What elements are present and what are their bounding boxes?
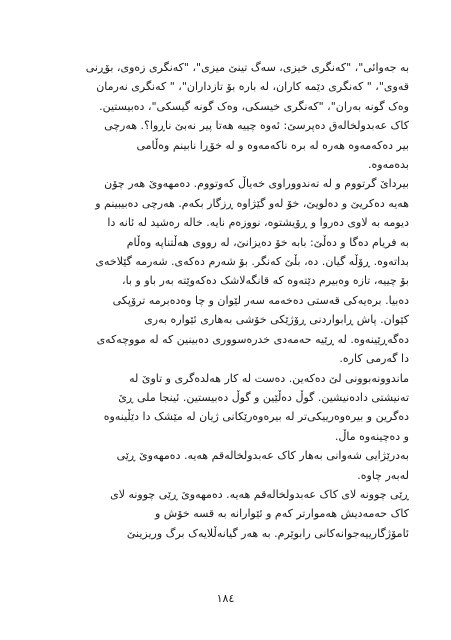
text-line: بیر دەکەمەوە هەرە لە برە ناکەمەوە و لە خۆڕا نابینم وەڵامی xyxy=(136,138,409,152)
text-line: بداتەوە. ڕۆڵە گیان. دە، بڵێ کەنگر. بۆ شەرم دەکەی. شەرمە گێلاخەی xyxy=(95,255,409,269)
text-line: لەبەر چاوە. xyxy=(357,468,409,482)
text-line: دەبیا. برەیەکی قەستی دەخەمە سەر لێوان و چا وەدەبرمە ترۆپکی xyxy=(112,293,409,307)
text-line: تەنیشتی دادەنیشین. گوڵ دەڵێین و گوڵ دەبیستین. ئینجا ملی ڕێ xyxy=(118,390,409,404)
paragraph xyxy=(42,58,409,174)
text-line: بە فریام دەگا و دەڵێ: بابە خۆ دەیزانێ، لە رووی هەڵتناپە وەڵام xyxy=(126,235,409,249)
text-line: دەگەڕێینەوە. لە ڕێیە حەمەدی خدرەسووری دەبینین کە لە مووچەکەی xyxy=(96,332,409,346)
text-line: بیرداێ گرتووم و لە تەندووراوی خەیاڵ کەوتووم. دەمهەوێ هەر چۆن xyxy=(104,177,409,191)
text-line: کێوان. پاش ڕابواردنی ڕۆژێکی خۆشی بەهاری ئێوارە بەری xyxy=(144,313,409,327)
text-line: دیومە بە لاوی دەروا و ڕۆیشتوە، نووزەم نایە. خالە رەشید لە ئانە دا xyxy=(107,216,409,230)
paragraph xyxy=(42,369,409,447)
text-line: وەک گونە بەران"، "کەنگری خیسکی، وەک گونە گیسکی"، دەبیستین. xyxy=(99,99,409,113)
text-line: دەگرین و بیرەوەرییکی‌تر لە بیرەوەرێکانی ژیان لە مێشک دا دێڵینەوە xyxy=(103,410,409,424)
text-line: بدەمەوە. xyxy=(368,158,409,172)
text-line: هەیە دەکریێ و دەلویێ، خۆ لەو گێژاوە ڕزگار بکەم. هەرچی دەبیبینم و xyxy=(95,196,409,210)
text-line: کاک عەبدولخالەق دەپرسێ: ئەوە چییە هەتا پیر نەبێ ناڕوا؟. هەرچی xyxy=(104,119,409,133)
page-number: ١٨٤ xyxy=(216,592,235,605)
paragraph xyxy=(42,446,409,485)
text-line: بۆ چییە، تازە وەبیرم دێتەوە کە قانگەلاشک دەکەوێتە بەر باو و با، xyxy=(122,274,409,288)
text-line: بە جەوائی"، "کەنگری خیزی، سەگ تینێ میزی"، "کەنگری زەوی، بۆڕنی xyxy=(85,61,409,74)
text-line: و دەچینەوە ماڵ. xyxy=(334,429,409,443)
text-line: ماندوونەبوونی لێ دەکەین. دەست لە کار هەلدەگری و تاوێ لە xyxy=(129,371,409,385)
paragraph xyxy=(42,485,409,543)
text-line: ئامۆژگارییەجوانەکانی رابوێرم. بە هەر گیانەڵلایەک برگ وریزینێ xyxy=(126,526,409,540)
text-line: دا گەرمی کارە. xyxy=(339,352,409,366)
text-line: بەدرێژایی شەوانی بەهار کاک عەبدولخالەقم هەیە. دەمهەوێ ڕێی xyxy=(116,449,409,463)
body-text xyxy=(42,58,409,543)
paragraph xyxy=(42,174,409,368)
text-line: قەوی"، " کەنگری دێمە کاران، لە بارە بۆ تازداران"، " کەنگری نەرمان xyxy=(96,80,409,94)
text-line: ڕێی چوونە لای کاک عەبدولخالەقم هەیە. دەمهەوێ ڕێی چوونە لای xyxy=(110,487,409,501)
text-line: کاک حەمەدیش هەموارتر کەم و ئێوارانە بە قسە خۆش و xyxy=(155,507,409,521)
